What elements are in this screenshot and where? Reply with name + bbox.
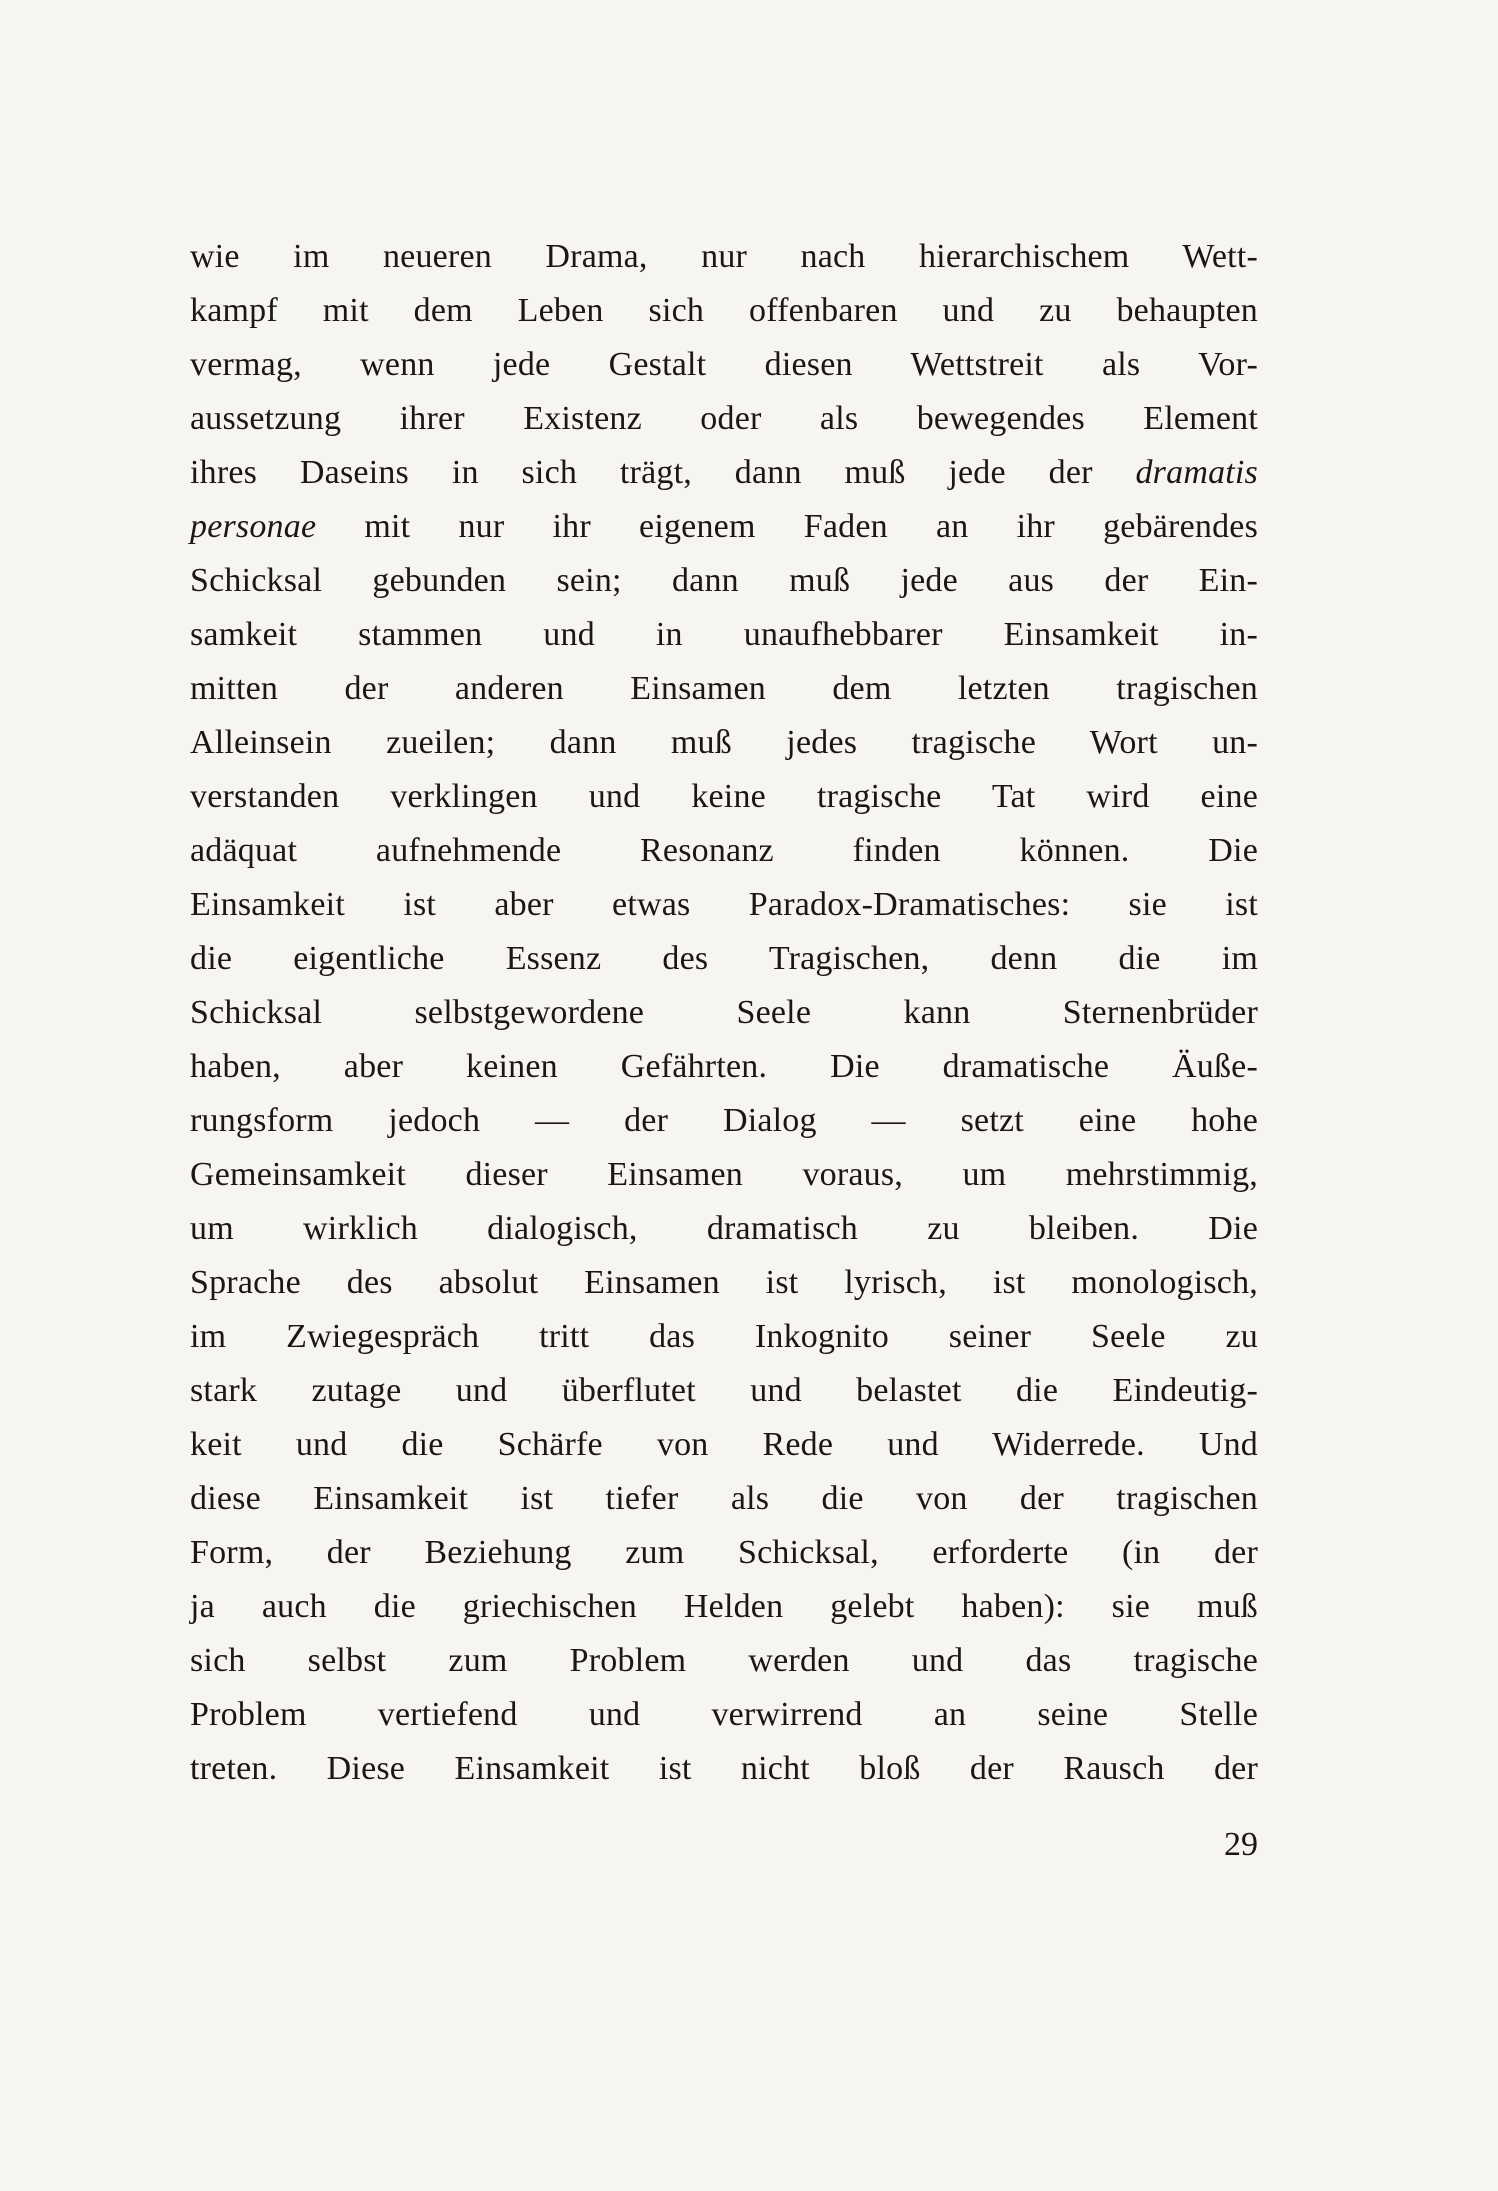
text-line: stark zutage und überflutet und belastet die Eindeutig- <box>190 1372 1258 1409</box>
text-line: wie im neueren Drama, nur nach hierarchischem Wett- <box>190 238 1258 275</box>
text-block <box>190 230 1258 1872</box>
text-line: diese Einsamkeit ist tiefer als die von der tragischen <box>190 1480 1258 1517</box>
text-line: adäquat aufnehmende Resonanz finden können. Die <box>190 832 1258 869</box>
text-line: die eigentliche Essenz des Tragischen, denn die im <box>190 940 1258 977</box>
text-line: haben, aber keinen Gefährten. Die dramatische Äuße- <box>190 1048 1258 1085</box>
text-line: Schicksal gebunden sein; dann muß jede aus der Ein- <box>190 562 1258 599</box>
text-line: ja auch die griechischen Helden gelebt haben): sie muß <box>190 1588 1258 1625</box>
page-number: 29 <box>1224 1826 1258 1863</box>
text-line: Problem vertiefend und verwirrend an seine Stelle <box>190 1696 1258 1733</box>
text-line: sich selbst zum Problem werden und das tragische <box>190 1642 1258 1679</box>
text-line: keit und die Schärfe von Rede und Widerrede. Und <box>190 1426 1258 1463</box>
text-line: personae mit nur ihr eigenem Faden an ihr gebärendes <box>190 508 1258 545</box>
text-line: verstanden verklingen und keine tragische Tat wird eine <box>190 778 1258 815</box>
text-line: Form, der Beziehung zum Schicksal, erforderte (in der <box>190 1534 1258 1571</box>
text-line: mitten der anderen Einsamen dem letzten tragischen <box>190 670 1258 707</box>
text-line: Einsamkeit ist aber etwas Paradox-Dramatisches: sie ist <box>190 886 1258 923</box>
text-line: Schicksal selbstgewordene Seele kann Sternenbrüder <box>190 994 1258 1031</box>
italic-text: personae <box>190 508 317 545</box>
text-line: im Zwiegespräch tritt das Inkognito seiner Seele zu <box>190 1318 1258 1355</box>
text-line: um wirklich dialogisch, dramatisch zu bleiben. Die <box>190 1210 1258 1247</box>
text-line: Sprache des absolut Einsamen ist lyrisch, ist monologisch, <box>190 1264 1258 1301</box>
text-line: kampf mit dem Leben sich offenbaren und zu behaupten <box>190 292 1258 329</box>
text-line: treten. Diese Einsamkeit ist nicht bloß der Rausch der <box>190 1750 1258 1787</box>
text-line: samkeit stammen und in unaufhebbarer Einsamkeit in- <box>190 616 1258 653</box>
text-line: vermag, wenn jede Gestalt diesen Wettstreit als Vor- <box>190 346 1258 383</box>
text-line: Alleinsein zueilen; dann muß jedes tragische Wort un- <box>190 724 1258 761</box>
text-line: Gemeinsamkeit dieser Einsamen voraus, um mehrstimmig, <box>190 1156 1258 1193</box>
text-line: rungsform jedoch — der Dialog — setzt eine hohe <box>190 1102 1258 1139</box>
text-line: ihres Daseins in sich trägt, dann muß jede der dramatis <box>190 454 1258 491</box>
italic-text: dramatis <box>1135 454 1258 491</box>
text-line: aussetzung ihrer Existenz oder als bewegendes Element <box>190 400 1258 437</box>
